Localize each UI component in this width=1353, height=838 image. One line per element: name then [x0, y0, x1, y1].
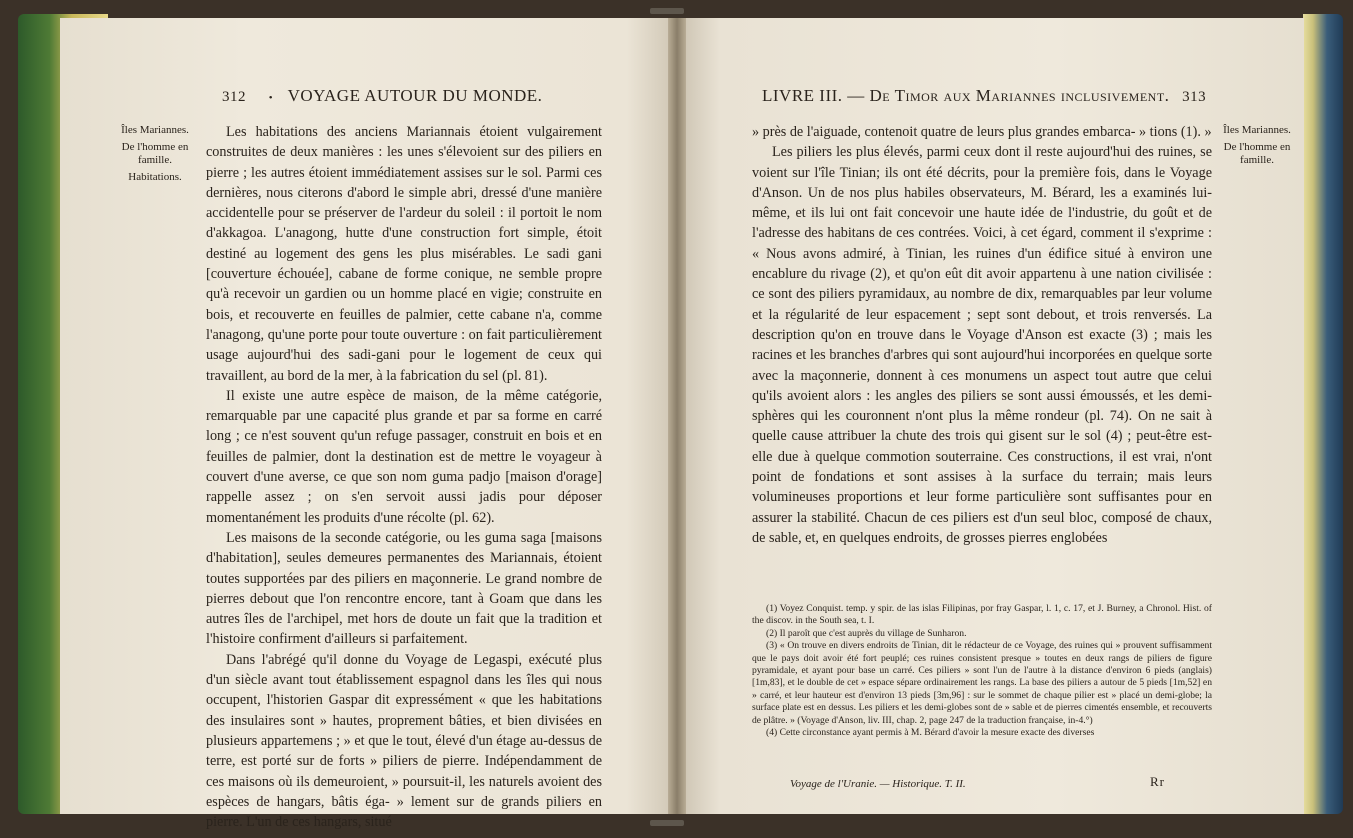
- left-running-head: [214, 86, 542, 106]
- signature-mark: Rr: [1150, 774, 1165, 789]
- left-margin-notes: [120, 124, 190, 188]
- right-running-head: [762, 86, 1214, 106]
- binding-clip-bottom: [650, 820, 684, 826]
- book-gutter: [668, 18, 686, 814]
- margin-note-habitations: Habitations.: [128, 171, 182, 183]
- paragraph: Les habitations des anciens Mariannais étoient vulgairement construites de deux manières : les unes s'élevoient sur des piliers en pierre ; les autres étoient immédiatement assises sur le sol. Parmi ces dernières, nous citerons d'abord le simple abri, dressé d'une manière accidentelle pour se préserver de l'ardeur du soleil : il portoit le nom d'akkagoa. L'anagong, hutte d'une construction fort simple, étoit destiné au logement des gens les plus misérables. Le sadi gani [couverture échouée], cabane de forme conique, ne semble propre qu'à recevoir un gardien ou un homme placé en vigie; construite en bois, et recouverte en feuilles de palmier, cette cabane n'a, comme l'anagong, qu'une porte pour toute ouverture : on fait particulièrement usage aujourd'hui des sadi-gani pour le logement de ceux qui travaillent, au bord de la mer, à la fabrication du sel (pl. 81).: [206, 124, 602, 384]
- left-body-text: [206, 122, 602, 832]
- paragraph: Les piliers les plus élevés, parmi ceux dont il reste aujourd'hui des ruines, se voient sur l'île Tinian; ils ont été décrits, pour la première fois, dans le Voyage d'Anson. Un de nos plus habiles observateurs, M. Bérard, les a examinés lui-même, et ils lui ont fait concevoir une haute idée de l'industrie, du goût et de l'adresse des habitans de ces contrées. Voici, à cet égard, comment il s'exprime : « Nous avons admiré, à Tinian, les ruines d'un édifice situé à environ une encablure du rivage (2), et qu'on eût dit avoir appartenu à une nation civilisée : ce sont des piliers pyramidaux, au nombre de dix, remarquables par leur volume et la régularité de leur espacement ; sept sont debout, et trois renversés. La description qu'on en trouve dans le Voyage d'Anson est exacte (3) ; mais les racines et les branches d'arbres qui sont aujourd'hui incorporées en quelque sorte avec la maçonnerie, donnent à ces monumens un aspect tout autre que celui qu'ils avoient alors : les angles des piliers se sont aussi émoussés, et les demi-sphères qui les couronnent n'ont plus la même rondeur (pl. 74). On ne sait à quelle cause attribuer la chute des trois qui gisent sur le sol (4) ; peut-être est-elle due à quelque commotion souterraine. Ces constructions, il est vrai, n'ont point de fondations et sont assises à la surface du terrain; mais leurs volumineuses proportions et leur forme particulière sont suffisantes pour en assurer la stabilité. Chacun de ces piliers est d'un seul bloc, composé de chaux, de sable, et, en quelques endroits, de grosses pierres englobées: [752, 144, 1212, 546]
- binding-clip-top: [650, 8, 684, 14]
- footnote: (4) Cette circonstance ayant permis à M. Bérard d'avoir la mesure exacte des diverses: [766, 727, 1095, 739]
- margin-note-homme-famille: De l'homme en famille.: [121, 141, 189, 166]
- margin-note-iles-mariannes: Îles Mariannes.: [1223, 124, 1291, 136]
- margin-note-iles-mariannes: Îles Mariannes.: [121, 124, 189, 136]
- ornament-dot: •: [268, 92, 274, 104]
- footnote: (3) « On trouve en divers endroits de Tinian, dit le rédacteur de ce Voyage, des ruines qui » prouvent suffisamment que le pays doit avoir été fort peuplé; ces ruines consistent presque » toutes en deux rangs de piliers de figure pyramidale, et ayant pour base un carré. Ces piliers » sont l'un de l'autre à la distance d'environ 6 pieds (anglais) [1m,83], et le double de cet » espace sépare ordinairement les rangs. La base des piliers a autour de 5 pieds [1m,52] en » carré, et leur hauteur est d'environ 13 pieds [3m,96] : sur le sommet de chaque pilier est » placé un demi-globe; la surface plate est en dessus. Les piliers et les demi-globes sont de » sable et de pierres cimentés ensemble, et recouverts de plâtre. » (Voyage d'Anson, liv. III, chap. 2, page 247 de la traduction française, in-4.°): [752, 640, 1212, 726]
- paragraph: Les maisons de la seconde catégorie, ou les guma saga [maisons d'habitation], seules demeures permanentes des Mariannais, étoient toutes supportées par des piliers en maçonnerie. Le grand nombre de pierres debout que l'on rencontre encore, tant à Goam que dans les autres îles de l'archipel, met hors de doute un fait que la tradition et l'histoire confirment d'ailleurs si parfaitement.: [206, 529, 602, 648]
- right-running-title: LIVRE III. — De Timor aux Mariannes inclusivement.: [762, 86, 1170, 105]
- margin-note-homme-famille: De l'homme en famille.: [1223, 141, 1291, 166]
- book-edge-right: [1303, 14, 1343, 814]
- right-margin-notes: [1222, 124, 1292, 171]
- left-running-title: VOYAGE AUTOUR DU MONDE.: [287, 86, 543, 105]
- right-page-number: 313: [1182, 89, 1207, 105]
- paragraph: » près de l'aiguade, contenoit quatre de leurs plus grandes embarca- » tions (1). »: [752, 124, 1212, 140]
- paragraph: Dans l'abrégé qu'il donne du Voyage de Legaspi, exécuté plus d'un siècle avant tout établissement espagnol dans les îles qui nous occupent, l'historien Gaspar dit expressément « que les habitations des insulaires sont » hautes, proprement bâties, et bien divisées en plusieurs appartemens ; » et que le tout, élevé d'un étage au-dessus de terre, est porté sur de forts » piliers de pierre. Indépendamment de ces maisons où ils demeuroient, » poursuit-il, les naturels avoient des espèces de hangars, bâtis éga- » lement sur de grands piliers en pierre. L'un de ces hangars, situé: [206, 651, 602, 831]
- right-footnotes: [752, 603, 1212, 739]
- right-body-text: [752, 122, 1212, 548]
- footnote: (1) Voyez Conquist. temp. y spir. de las islas Filipinas, por fray Gaspar, l. 1, c. 17, et J. Burney, a Chronol. Hist. of the discov. in the South sea, t. I.: [752, 603, 1212, 627]
- left-page-number: 312: [222, 89, 246, 105]
- footnote: (2) Il paroît que c'est auprès du village de Sunharon.: [766, 627, 967, 639]
- signature-line: Voyage de l'Uranie. — Historique. T. II.: [790, 778, 966, 790]
- paragraph: Il existe une autre espèce de maison, de la même catégorie, remarquable par une capacité plus grande et par sa forme en carré long ; ce n'est souvent qu'un refuge passager, construit en bois et en feuilles de palmier, dont la destination est de mettre le voyageur à couvert d'une averse, ce que son nom guma padjo [maison d'orage] rappelle assez ; on s'en servoit aussi jadis pour déposer momentanément les produits d'une récolte (pl. 62).: [206, 387, 602, 526]
